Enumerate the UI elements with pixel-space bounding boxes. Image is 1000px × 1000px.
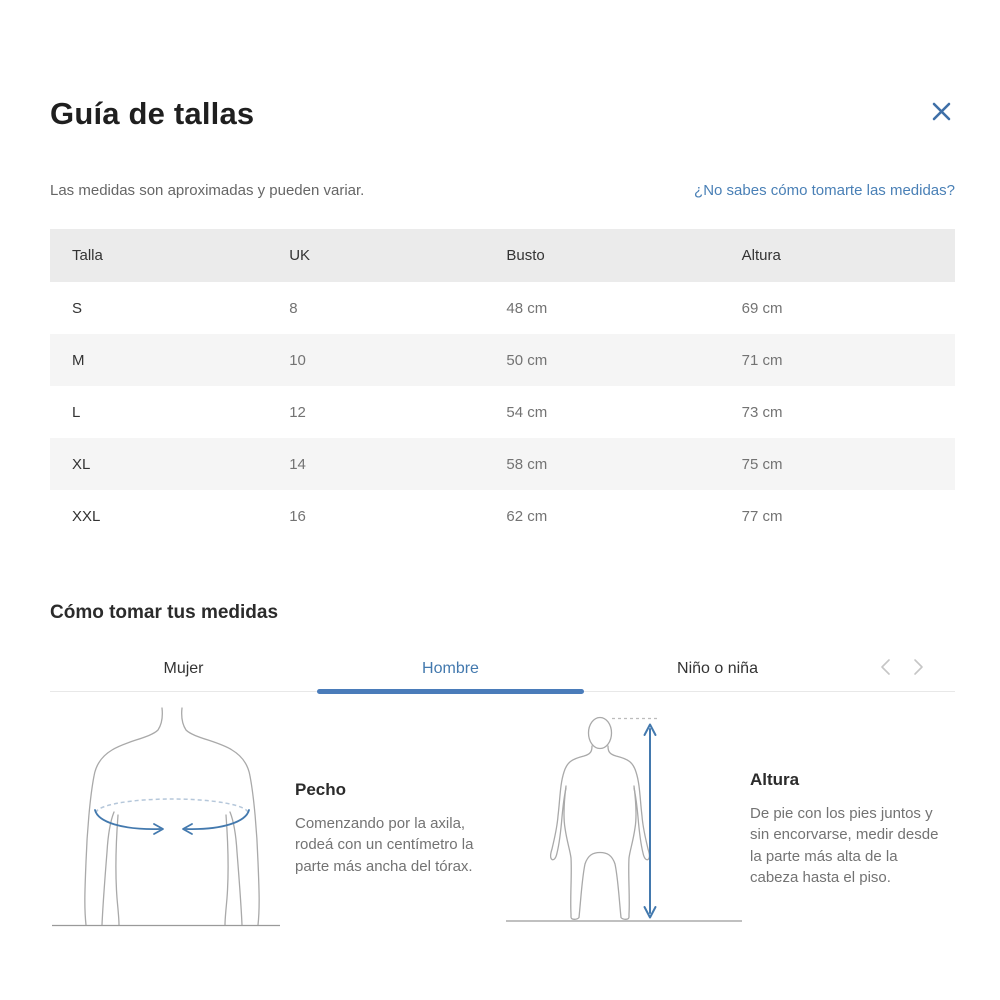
value-cell: 62 cm (506, 507, 548, 525)
chest-card-description: Comenzando por la axila, rodeá con un centímetro la parte más ancha del tórax. (295, 815, 474, 875)
value-cell: 69 cm (741, 299, 783, 317)
table-row (50, 282, 955, 334)
value-cell: 58 cm (506, 455, 548, 473)
value-cell: 75 cm (741, 455, 783, 473)
page-title: Guía de tallas (50, 96, 255, 131)
value-cell: 73 cm (741, 403, 783, 421)
tab-nino-o-nina[interactable] (584, 646, 851, 691)
value-cell: 54 cm (506, 403, 548, 421)
measurement-instructions (50, 702, 955, 934)
size-table-body (50, 282, 955, 542)
chest-card (295, 702, 500, 934)
body-figure-icon (500, 702, 750, 934)
tab-hombre[interactable] (317, 646, 584, 691)
section-heading: Cómo tomar tus medidas (50, 602, 279, 623)
table-row (50, 386, 955, 438)
height-card (750, 702, 955, 934)
value-cell: 14 (289, 455, 306, 473)
value-cell: 48 cm (506, 299, 548, 317)
close-icon (932, 102, 951, 121)
size-cell: XXL (72, 507, 101, 525)
column-header-altura: Altura (741, 247, 781, 264)
value-cell: 8 (289, 299, 298, 317)
close-button[interactable] (928, 98, 955, 128)
table-row (50, 438, 955, 490)
chevron-left-icon (879, 658, 891, 676)
tabs-prev-button[interactable] (877, 656, 893, 681)
table-header-row (50, 229, 955, 282)
note-row (50, 182, 955, 199)
value-cell: 16 (289, 507, 306, 525)
torso-figure-icon (50, 702, 295, 934)
tab-label: Mujer (163, 659, 204, 677)
tab-label: Hombre (422, 659, 479, 677)
column-header-busto: Busto (506, 247, 545, 264)
height-card-description: De pie con los pies juntos y sin encorvarse, medir desde la parte más alta de la cabeza hasta el piso. (750, 805, 939, 886)
size-table (50, 229, 955, 542)
height-illustration (500, 702, 745, 934)
size-cell: S (72, 299, 83, 317)
tabs-next-button[interactable] (911, 656, 927, 681)
size-cell: L (72, 403, 81, 421)
measures-note: Las medidas son aproximadas y pueden variar. (50, 182, 365, 199)
chest-illustration (50, 702, 295, 934)
size-cell: M (72, 351, 85, 369)
tab-mujer[interactable] (50, 646, 317, 691)
tab-label: Niño o niña (677, 659, 758, 677)
value-cell: 10 (289, 351, 306, 369)
height-card-title: Altura (750, 770, 800, 789)
value-cell: 71 cm (741, 351, 783, 369)
chest-card-title: Pecho (295, 780, 347, 799)
table-row (50, 490, 955, 542)
measures-help-link[interactable]: ¿No sabes cómo tomarte las medidas? (694, 182, 955, 199)
value-cell: 77 cm (741, 507, 783, 525)
chevron-right-icon (913, 658, 925, 676)
modal-header (50, 96, 955, 132)
value-cell: 12 (289, 403, 306, 421)
size-cell: XL (72, 455, 91, 473)
column-header-uk: UK (289, 247, 311, 264)
value-cell: 50 cm (506, 351, 548, 369)
tabs-pager (877, 656, 955, 681)
table-row (50, 334, 955, 386)
column-header-talla: Talla (72, 247, 103, 264)
measures-tabs (50, 646, 955, 692)
